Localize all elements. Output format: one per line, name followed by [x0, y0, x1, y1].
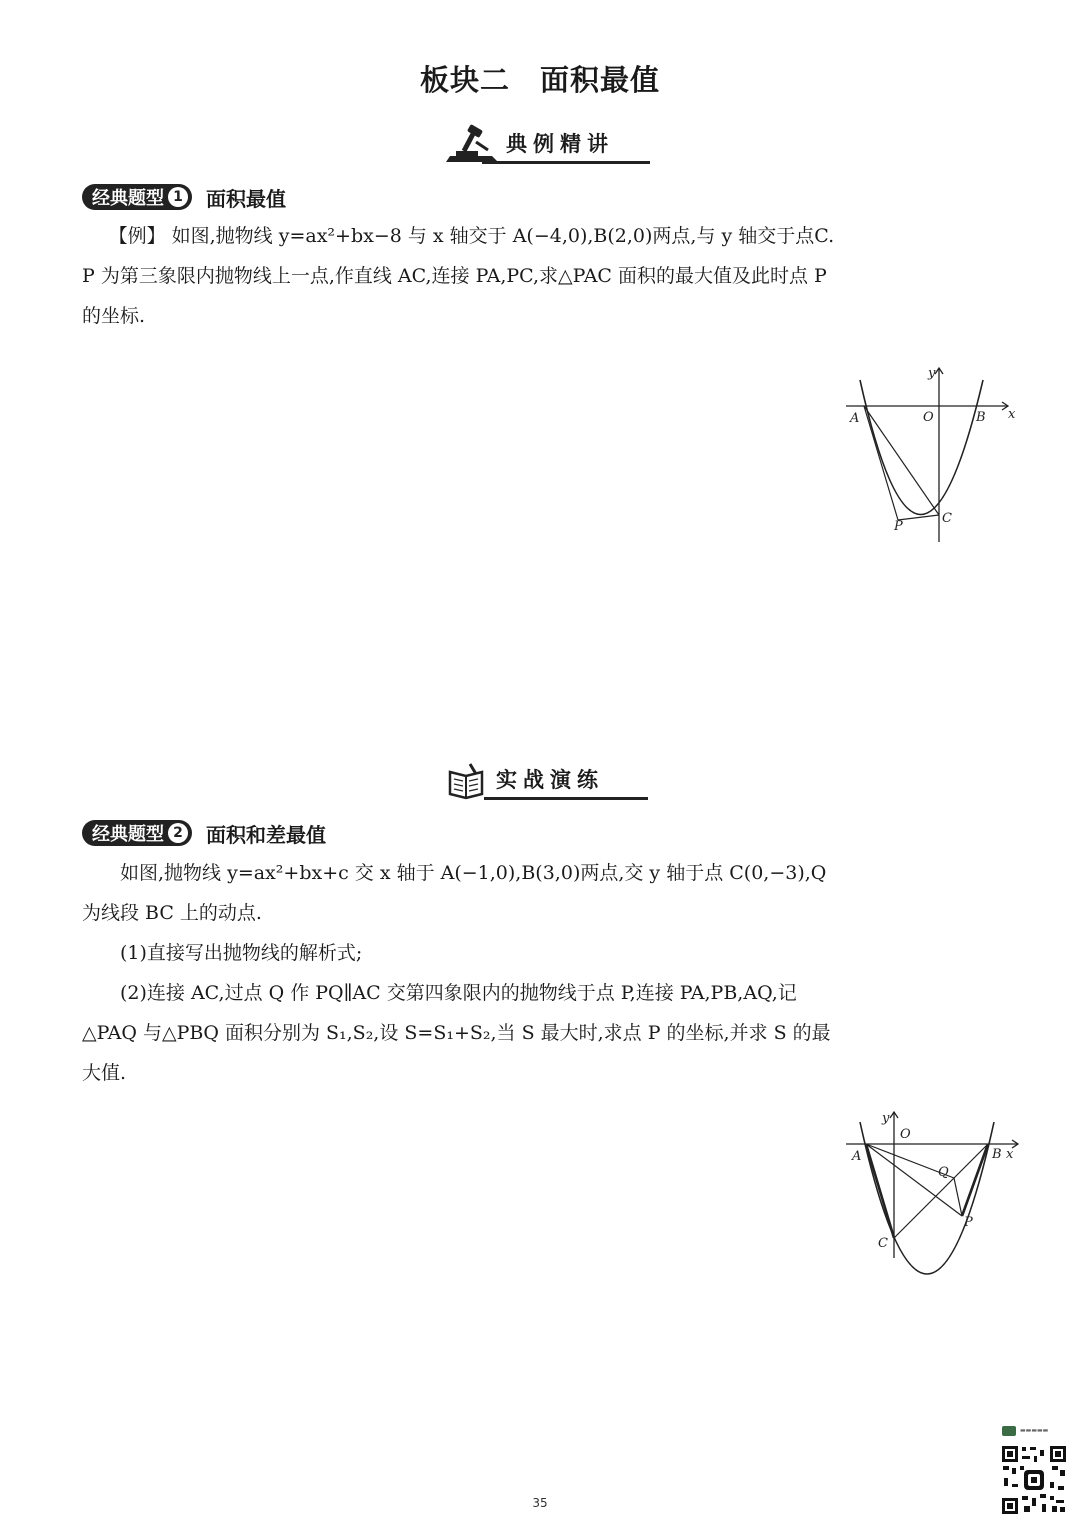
microscope-icon — [444, 124, 500, 164]
label-p: P — [964, 1215, 973, 1230]
type-number: 2 — [168, 823, 188, 843]
label-o: O — [900, 1127, 911, 1142]
question-type-title: 面积和差最值 — [206, 822, 326, 847]
label-y: y — [928, 366, 936, 381]
question-type-title: 面积最值 — [206, 186, 286, 211]
section-rule — [484, 797, 648, 800]
example-line: 【例】 如图,抛物线 y=ax²+bx−8 与 x 轴交于 A(−4,0),B(2,0)两点,与 y 轴交于点C. — [108, 225, 835, 247]
label-b: B — [992, 1147, 1002, 1162]
question-type-badge: 经典题型 2 — [82, 820, 192, 846]
section-header-examples — [444, 124, 650, 164]
parabola — [860, 1122, 994, 1274]
label-y: y — [882, 1111, 890, 1126]
label-q: Q — [938, 1165, 949, 1180]
problem-part-1: (1)直接写出抛物线的解析式; — [120, 942, 363, 964]
question-type-2-header — [82, 818, 326, 848]
label-b: B — [976, 410, 986, 425]
parabola — [860, 380, 983, 515]
example-line: 的坐标. — [82, 305, 146, 327]
page-number: 35 — [532, 1496, 548, 1510]
example-figure — [838, 362, 1028, 550]
problem-line: 为线段 BC 上的动点. — [82, 902, 262, 924]
question-type-badge: 经典题型 1 — [82, 184, 192, 210]
label-x: x — [1006, 1147, 1014, 1162]
problem-text — [82, 853, 1017, 1093]
label-a: A — [850, 411, 860, 426]
problem-part-2-line: 大值. — [82, 1062, 127, 1084]
question-type-1-header — [82, 182, 286, 212]
problem-line: 如图,抛物线 y=ax²+bx+c 交 x 轴于 A(−1,0),B(3,0)两点,交 y 轴于点 C(0,−3),Q — [120, 862, 827, 884]
wechat-logo-icon — [1002, 1426, 1016, 1436]
section-rule — [482, 161, 650, 164]
example-line: P 为第三象限内抛物线上一点,作直线 AC,连接 PA,PC,求△PAC 面积的最大值及此时点 P — [82, 265, 827, 287]
example-text — [82, 216, 1017, 336]
label-a: A — [852, 1149, 862, 1164]
label-c: C — [878, 1236, 888, 1251]
problem-part-2-line: (2)连接 AC,过点 Q 作 PQ∥AC 交第四象限内的抛物线于点 P,连接 PA,PB,AQ,记 — [120, 982, 797, 1004]
qr-code-icon — [1000, 1444, 1068, 1516]
book-icon — [446, 760, 486, 800]
type-number: 1 — [168, 187, 188, 207]
problem-figure — [842, 1108, 1022, 1280]
qr-caption-scribble: ▬▬▬▬▬ — [1020, 1427, 1049, 1434]
label-c: C — [942, 511, 952, 526]
label-o: O — [923, 410, 934, 425]
label-x: x — [1008, 407, 1016, 422]
label-p: P — [894, 519, 903, 534]
page-title: 板块二 面积最值 — [419, 63, 660, 97]
problem-part-2-line: △PAQ 与△PBQ 面积分别为 S₁,S₂,设 S=S₁+S₂,当 S 最大时,求点 P 的坐标,并求 S 的最 — [82, 1022, 831, 1044]
section-header-practice — [446, 760, 648, 800]
section-label: 典例精讲 — [506, 132, 614, 156]
section-label: 实战演练 — [496, 768, 604, 792]
